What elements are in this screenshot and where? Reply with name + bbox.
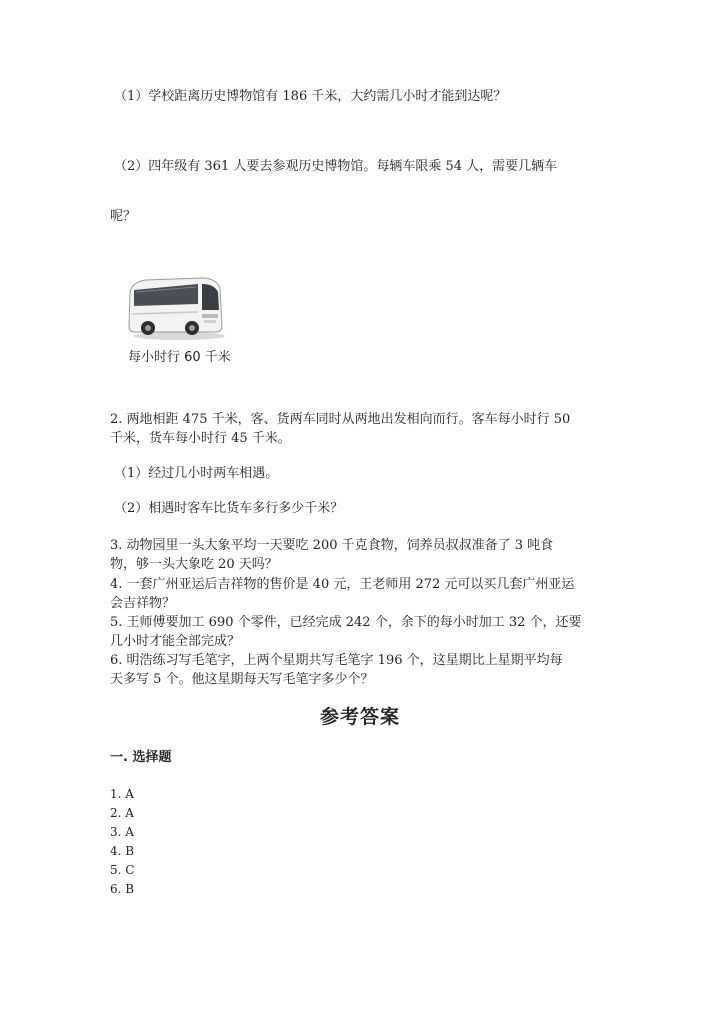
- question-5-line-2: 几小时才能全部完成？: [110, 634, 241, 649]
- answer-item: 4. B: [110, 844, 135, 858]
- question-2-part-2: （2）相遇时客车比货车多行多少千米？: [114, 501, 344, 516]
- question-1-part-2-line-2: 呢？: [110, 209, 137, 224]
- answer-item: 3. A: [110, 825, 134, 839]
- answer-item: 2. A: [110, 806, 134, 820]
- answer-item: 6. B: [110, 882, 135, 896]
- bus-caption: 每小时行 60 千米: [128, 350, 231, 365]
- question-6-line-1: 6. 明浩练习写毛笔字，上两个星期共写毛笔字 196 个，这星期比上星期平均每: [110, 653, 563, 668]
- question-2-line-2: 千米，货车每小时行 45 千米。: [110, 431, 291, 446]
- question-1-part-2-line-1: （2）四年级有 361 人要去参观历史博物馆。每辆车限乘 54 人，需要几辆车: [114, 159, 558, 174]
- question-5-line-1: 5. 王师傅要加工 690 个零件，已经完成 242 个，余下的每小时加工 32 个，还要: [110, 615, 582, 630]
- question-2-part-1: （1）经过几小时两车相遇。: [114, 466, 279, 481]
- question-6-line-2: 天多写 5 个。他这星期每天写毛笔字多少个？: [110, 672, 374, 687]
- question-4-line-1: 4. 一套广州亚运后吉祥物的售价是 40 元，王老师用 272 元可以买几套广州亚运: [110, 577, 575, 592]
- answer-title: 参考答案: [319, 706, 400, 728]
- answer-item: 1. A: [110, 787, 134, 801]
- section-title: 一. 选择题: [110, 750, 172, 765]
- question-4-line-2: 会吉祥物？: [110, 596, 176, 611]
- bus-image: [124, 270, 228, 342]
- question-2-line-1: 2. 两地相距 475 千米，客、货两车同时从两地出发相向而行。客车每小时行 50: [110, 412, 571, 427]
- answer-item: 5. C: [110, 863, 135, 877]
- question-3-line-2: 物，够一头大象吃 20 天吗？: [110, 557, 278, 572]
- question-3-line-1: 3. 动物园里一头大象平均一天要吃 200 千克食物，饲养员叔叔准备了 3 吨食: [110, 538, 554, 553]
- question-1-part-1: （1）学校距离历史博物馆有 186 千米，大约需几小时才能到达呢？: [114, 89, 507, 104]
